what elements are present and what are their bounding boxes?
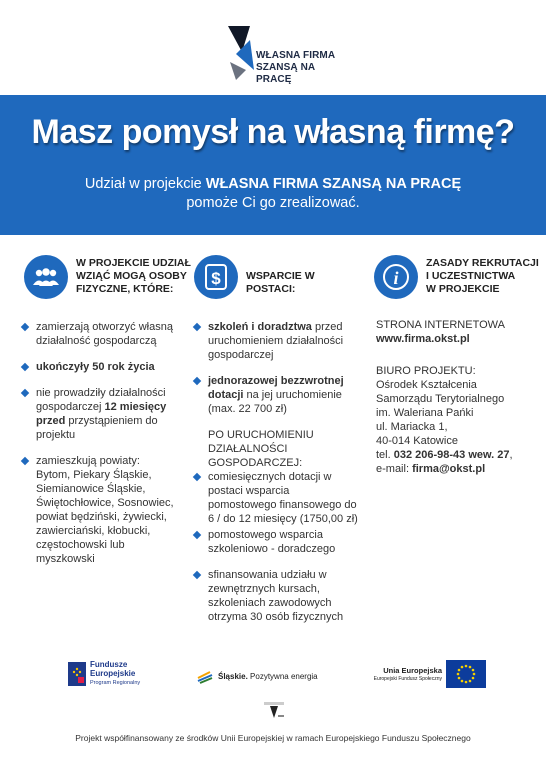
c1-item3-c: przystąpieniem do projektu <box>36 415 158 441</box>
project-logo-mark <box>228 26 258 80</box>
info-icon <box>374 255 418 299</box>
footer-note: Projekt współfinansowany ze środków Unii Europejskiej w ramach Europejskiego Funduszu Społecznego <box>75 733 471 743</box>
svg-text:$: $ <box>211 269 221 288</box>
c1-item4-l7: częstochowski lub <box>36 539 125 551</box>
banner-sub-prefix: Udział w projekcie <box>84 176 206 192</box>
list-item <box>194 568 359 624</box>
email-prefix: e-mail: <box>376 463 413 475</box>
people-icon <box>24 255 68 299</box>
c2-after-l3: GOSPODARCZEJ: <box>208 457 303 469</box>
list-item <box>194 470 359 526</box>
c1-item4-l1: zamieszkują powiaty: <box>36 455 140 467</box>
c1-item4-l5: powiat będziński, żywiecki, <box>36 511 167 523</box>
c2-item2-b: jednorazowej bezzwrotnej dotacji <box>208 375 344 401</box>
c2-item1-c: przed uruchomieniem działalności gospodarczej <box>208 321 344 361</box>
c2-item5-text: sfinansowania udziału w zewnętrznych kursach, szkoleniach zawodowych otrzyma 30 osób fizycznych <box>208 569 344 623</box>
c1-item4-l8: myszkowski <box>36 553 95 565</box>
after-start-heading <box>194 428 359 470</box>
phone-suffix: , <box>509 449 513 461</box>
eu-logo <box>366 660 486 692</box>
c1-item4-l3: Siemianowice Śląskie, <box>36 483 146 495</box>
c1-heading-l2: WZIĄĆ MOGĄ OSOBY <box>76 270 187 282</box>
c3-heading-l1: ZASADY REKRUTACJI <box>426 257 539 269</box>
list-item <box>22 454 182 566</box>
logo-line-2: SZANSĄ NA PRACĘ <box>256 62 315 85</box>
fe-logo-text <box>90 660 135 678</box>
column3-heading <box>426 257 544 296</box>
office-line-3: im. Waleriana Pańki <box>376 407 474 419</box>
column1-list <box>22 320 182 578</box>
dollar-icon <box>194 255 238 299</box>
c2-item4-text: pomostowego wsparcia szkoleniowo - doradczego <box>208 529 336 555</box>
c2-after-l1: PO URUCHOMIENIU <box>208 429 314 441</box>
c2-item3-text: comiesięcznych dotacji w postaci wsparcia pomostowego finansowego do 6 / do 12 miesięcy (1750,00 zł) <box>208 471 358 525</box>
list-item <box>22 386 182 442</box>
office-line-5: 40-014 Katowice <box>376 435 458 447</box>
website-link[interactable]: www.firma.okst.pl <box>376 333 470 345</box>
c1-heading-l3: FIZYCZNE, KTÓRE: <box>76 283 174 295</box>
c1-item3-b: 12 miesięcy przed <box>36 401 167 427</box>
c3-heading-l3: W PROJEKCIE <box>426 283 500 295</box>
phone-number[interactable]: 032 206-98-43 wew. 27 <box>393 449 510 461</box>
column1-heading <box>76 257 196 296</box>
fe-logo-mark <box>68 662 86 686</box>
phone-prefix: tel. <box>376 449 394 461</box>
c3-heading-l2: I UCZESTNICTWA <box>426 270 516 282</box>
list-item <box>194 374 359 416</box>
fe-line-3: Program Regionalny <box>90 680 141 686</box>
c1-item4-l4: Świętochłowice, Sosnowiec, <box>36 497 174 509</box>
c2-item1-b: szkoleń i doradztwa <box>208 321 312 333</box>
column2-heading: WSPARCIE W POSTACI: <box>246 270 315 295</box>
okst-emblem <box>262 700 286 720</box>
column2-list <box>194 320 359 636</box>
email-link[interactable]: firma@okst.pl <box>412 463 486 475</box>
office-label: BIURO PROJEKTU: <box>376 365 476 377</box>
website-label: STRONA INTERNETOWA <box>376 319 505 331</box>
fe-line-2: Europejskie <box>90 669 136 678</box>
hero-banner <box>0 95 546 235</box>
c1-item2-text: ukończyły 50 rok życia <box>36 361 155 373</box>
office-line-4: ul. Mariacka 1, <box>376 421 448 433</box>
phone-line <box>376 448 541 462</box>
c2-after-l2: DZIAŁALNOŚCI <box>208 443 288 455</box>
c1-heading-l1: W PROJEKCIE UDZIAŁ <box>76 257 191 269</box>
banner-title: Masz pomysł na własną firmę? <box>31 113 515 151</box>
project-logo <box>228 22 348 85</box>
eu-line-1: Unia Europejska <box>383 666 442 675</box>
slaskie-mark <box>196 668 214 684</box>
office-line-2: Samorządu Terytorialnego <box>376 393 505 405</box>
banner-sub-line2: pomoże Ci go zrealizować. <box>186 195 360 211</box>
slaskie-name: Śląskie. <box>218 672 248 681</box>
column3-contact <box>376 318 541 476</box>
list-item <box>194 320 359 362</box>
email-line <box>376 462 541 476</box>
c1-item4-l2: Bytom, Piekary Śląskie, <box>36 469 152 481</box>
eu-flag-icon <box>446 660 486 688</box>
fundusze-europejskie-logo <box>68 660 168 696</box>
eu-line-2: Europejski Fundusz Społeczny <box>373 676 442 682</box>
svg-text:i: i <box>393 268 399 288</box>
banner-sub-project-name: WŁASNA FIRMA SZANSĄ NA PRACĘ <box>205 176 462 192</box>
fe-line-1: Fundusze <box>90 660 128 669</box>
list-item <box>194 528 359 556</box>
banner-subtitle <box>0 175 546 213</box>
slaskie-tagline: Pozytywna energia <box>247 672 318 681</box>
logo-text <box>256 50 348 86</box>
c2-item2-c: na jej uruchomienie (max. 22 700 zł) <box>208 389 342 415</box>
list-item <box>22 320 182 348</box>
c1-item1-text: zamierzają otworzyć własną działalność gospodarczą <box>36 321 173 347</box>
list-item <box>22 360 182 374</box>
c1-item4-l6: zawierciański, kłobucki, <box>36 525 151 537</box>
logo-line-1: WŁASNA FIRMA <box>256 50 336 61</box>
slaskie-text <box>218 672 318 681</box>
c1-item3-a: nie prowadziły działalności gospodarczej <box>36 387 166 413</box>
office-line-1: Ośrodek Kształcenia <box>376 379 477 391</box>
